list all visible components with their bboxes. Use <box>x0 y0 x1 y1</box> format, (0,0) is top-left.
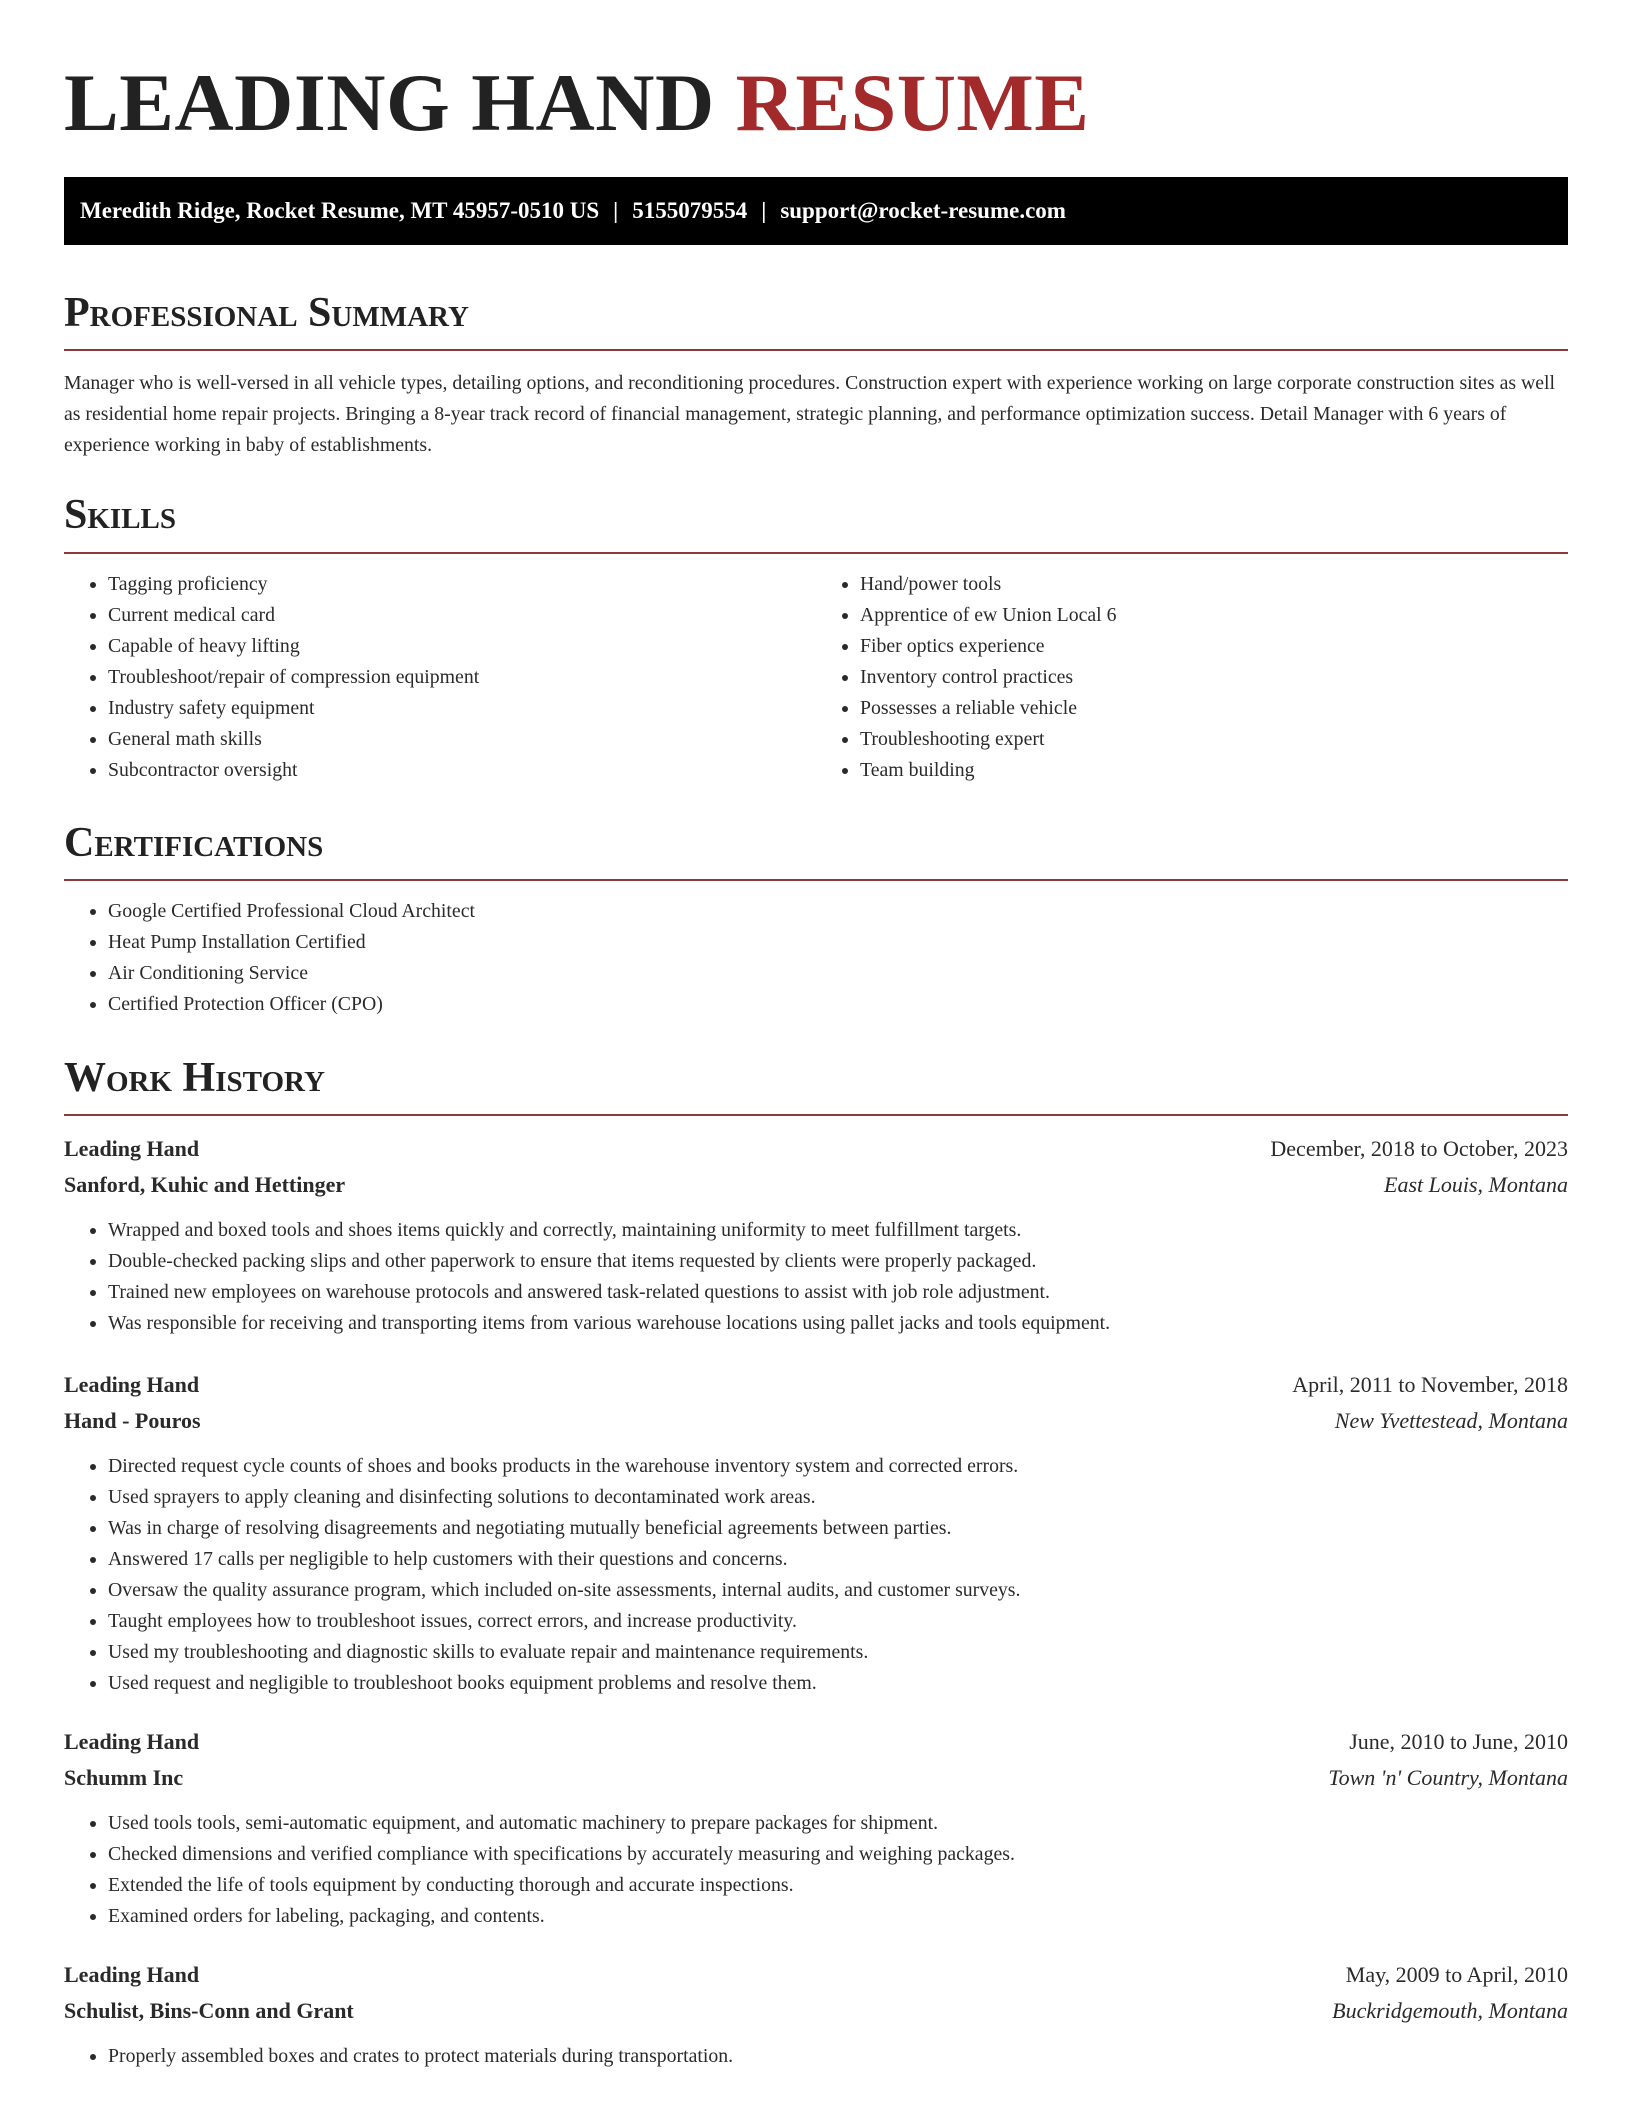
list-item: • Examined orders for labeling, packaging, and contents. <box>108 1901 1568 1932</box>
job-header-row <box>64 1367 1568 1403</box>
job-company: Hand - Pouros <box>64 1408 201 1434</box>
list-item: • Used request and negligible to troubleshoot books equipment problems and resolve them. <box>108 1668 1568 1699</box>
job-company: Schumm Inc <box>64 1765 184 1791</box>
job-dates: April, 2011 to November, 2018 <box>1292 1372 1568 1398</box>
list-item: • Capable of heavy lifting <box>108 631 816 662</box>
list-item: • Extended the life of tools equipment by conducting thorough and accurate inspections. <box>108 1870 1568 1901</box>
skills-list-right <box>816 569 1568 786</box>
job-list <box>64 1131 1568 2072</box>
job-title: Leading Hand <box>64 1962 200 1988</box>
section-divider <box>64 879 1568 881</box>
skills-list-left <box>64 569 816 786</box>
job-bullet-list <box>64 1215 1568 1339</box>
list-item: • Taught employees how to troubleshoot issues, correct errors, and increase productivity. <box>108 1606 1568 1637</box>
job-entry <box>64 1131 1568 1339</box>
list-item: • Used tools tools, semi-automatic equipment, and automatic machinery to prepare packages for shipment. <box>108 1808 1568 1839</box>
list-item: • Inventory control practices <box>860 662 1568 693</box>
list-item: • Google Certified Professional Cloud Architect <box>108 896 1568 927</box>
summary-heading: Professional Summary <box>64 290 469 336</box>
list-item: • Double-checked packing slips and other paperwork to ensure that items requested by clients were properly packaged. <box>108 1246 1568 1277</box>
job-location: Buckridgemouth, Montana <box>1332 1998 1568 2024</box>
certifications-heading: Certifications <box>64 819 324 866</box>
job-entry <box>64 1367 1568 1699</box>
list-item: • Was in charge of resolving disagreements and negotiating mutually beneficial agreements between parties. <box>108 1513 1568 1544</box>
list-item: • Hand/power tools <box>860 569 1568 600</box>
job-title: Leading Hand <box>64 1729 200 1755</box>
contact-separator: | <box>761 198 767 223</box>
list-item: • Troubleshooting expert <box>860 724 1568 755</box>
job-title: Leading Hand <box>64 1372 200 1398</box>
job-bullet-list <box>64 2041 1568 2072</box>
contact-phone[interactable]: 5155079554 <box>632 198 748 223</box>
contact-bar <box>64 177 1568 245</box>
job-dates: December, 2018 to October, 2023 <box>1270 1136 1568 1162</box>
job-company-row <box>64 1167 1568 1203</box>
contact-email[interactable]: support@rocket-resume.com <box>780 198 1066 223</box>
list-item: • Directed request cycle counts of shoes and books products in the warehouse inventory system and corrected errors. <box>108 1451 1568 1482</box>
list-item: • Team building <box>860 755 1568 786</box>
skills-section <box>64 491 1568 785</box>
list-item: • Was responsible for receiving and transporting items from various warehouse locations using pallet jacks and tools equipment. <box>108 1308 1568 1339</box>
certifications-section <box>64 819 1568 1020</box>
skills-grid <box>64 569 1568 786</box>
job-location: East Louis, Montana <box>1384 1172 1568 1198</box>
list-item: • Troubleshoot/repair of compression equipment <box>108 662 816 693</box>
job-company-row <box>64 1993 1568 2029</box>
section-divider <box>64 349 1568 351</box>
list-item: • Properly assembled boxes and crates to protect materials during transportation. <box>108 2041 1568 2072</box>
section-divider <box>64 552 1568 554</box>
job-entry <box>64 1724 1568 1932</box>
list-item: • Checked dimensions and verified compliance with specifications by accurately measuring and weighing packages. <box>108 1839 1568 1870</box>
job-location: New Yvettestead, Montana <box>1334 1408 1568 1434</box>
job-bullet-list <box>64 1451 1568 1699</box>
work-history-heading: Work History <box>64 1054 325 1101</box>
job-dates: May, 2009 to April, 2010 <box>1345 1962 1568 1988</box>
list-item: • General math skills <box>108 724 816 755</box>
skills-heading: Skills <box>64 492 177 539</box>
list-item: • Subcontractor oversight <box>108 755 816 786</box>
section-divider <box>64 1114 1568 1116</box>
list-item: • Industry safety equipment <box>108 693 816 724</box>
list-item: • Heat Pump Installation Certified <box>108 927 1568 958</box>
list-item: • Certified Protection Officer (CPO) <box>108 989 1568 1020</box>
job-company: Schulist, Bins-Conn and Grant <box>64 1998 354 2024</box>
job-company: Sanford, Kuhic and Hettinger <box>64 1172 346 1198</box>
list-item: • Current medical card <box>108 600 816 631</box>
job-bullet-list <box>64 1808 1568 1932</box>
list-item: • Trained new employees on warehouse protocols and answered task-related questions to assist with job role adjustment. <box>108 1277 1568 1308</box>
job-header-row <box>64 1957 1568 1993</box>
list-item: • Wrapped and boxed tools and shoes items quickly and correctly, maintaining uniformity to meet fulfillment targets. <box>108 1215 1568 1246</box>
summary-section <box>64 289 1568 461</box>
list-item: • Apprentice of ew Union Local 6 <box>860 600 1568 631</box>
title-main: LEADING HAND <box>64 57 715 148</box>
resume-title <box>64 57 1568 148</box>
job-company-row <box>64 1403 1568 1439</box>
list-item: • Used my troubleshooting and diagnostic skills to evaluate repair and maintenance requirements. <box>108 1637 1568 1668</box>
job-header-row <box>64 1131 1568 1167</box>
list-item: • Oversaw the quality assurance program, which included on-site assessments, internal audits, and customer surveys. <box>108 1575 1568 1606</box>
list-item: • Air Conditioning Service <box>108 958 1568 989</box>
job-dates: June, 2010 to June, 2010 <box>1349 1729 1568 1755</box>
list-item: • Answered 17 calls per negligible to help customers with their questions and concerns. <box>108 1544 1568 1575</box>
summary-text: Manager who is well-versed in all vehicle types, detailing options, and reconditioning procedures. Construction expert with experience working on large corporate construction sites as well as residential home repair projects. Bringing a 8-year track record of financial management, strategic planning, and performance optimization success. Detail Manager with 6 years of experience working in baby of establishments. <box>64 372 1556 457</box>
job-title: Leading Hand <box>64 1136 200 1162</box>
list-item: • Tagging proficiency <box>108 569 816 600</box>
job-header-row <box>64 1724 1568 1760</box>
job-company-row <box>64 1760 1568 1796</box>
list-item: • Possesses a reliable vehicle <box>860 693 1568 724</box>
title-accent: RESUME <box>735 57 1090 148</box>
contact-address: Meredith Ridge, Rocket Resume, MT 45957-0510 US <box>80 198 600 223</box>
certifications-list <box>64 896 1568 1020</box>
job-location: Town 'n' Country, Montana <box>1328 1765 1568 1791</box>
job-entry <box>64 1957 1568 2072</box>
work-history-section <box>64 1054 1568 2072</box>
list-item: • Used sprayers to apply cleaning and disinfecting solutions to decontaminated work areas. <box>108 1482 1568 1513</box>
contact-separator: | <box>613 198 619 223</box>
list-item: • Fiber optics experience <box>860 631 1568 662</box>
